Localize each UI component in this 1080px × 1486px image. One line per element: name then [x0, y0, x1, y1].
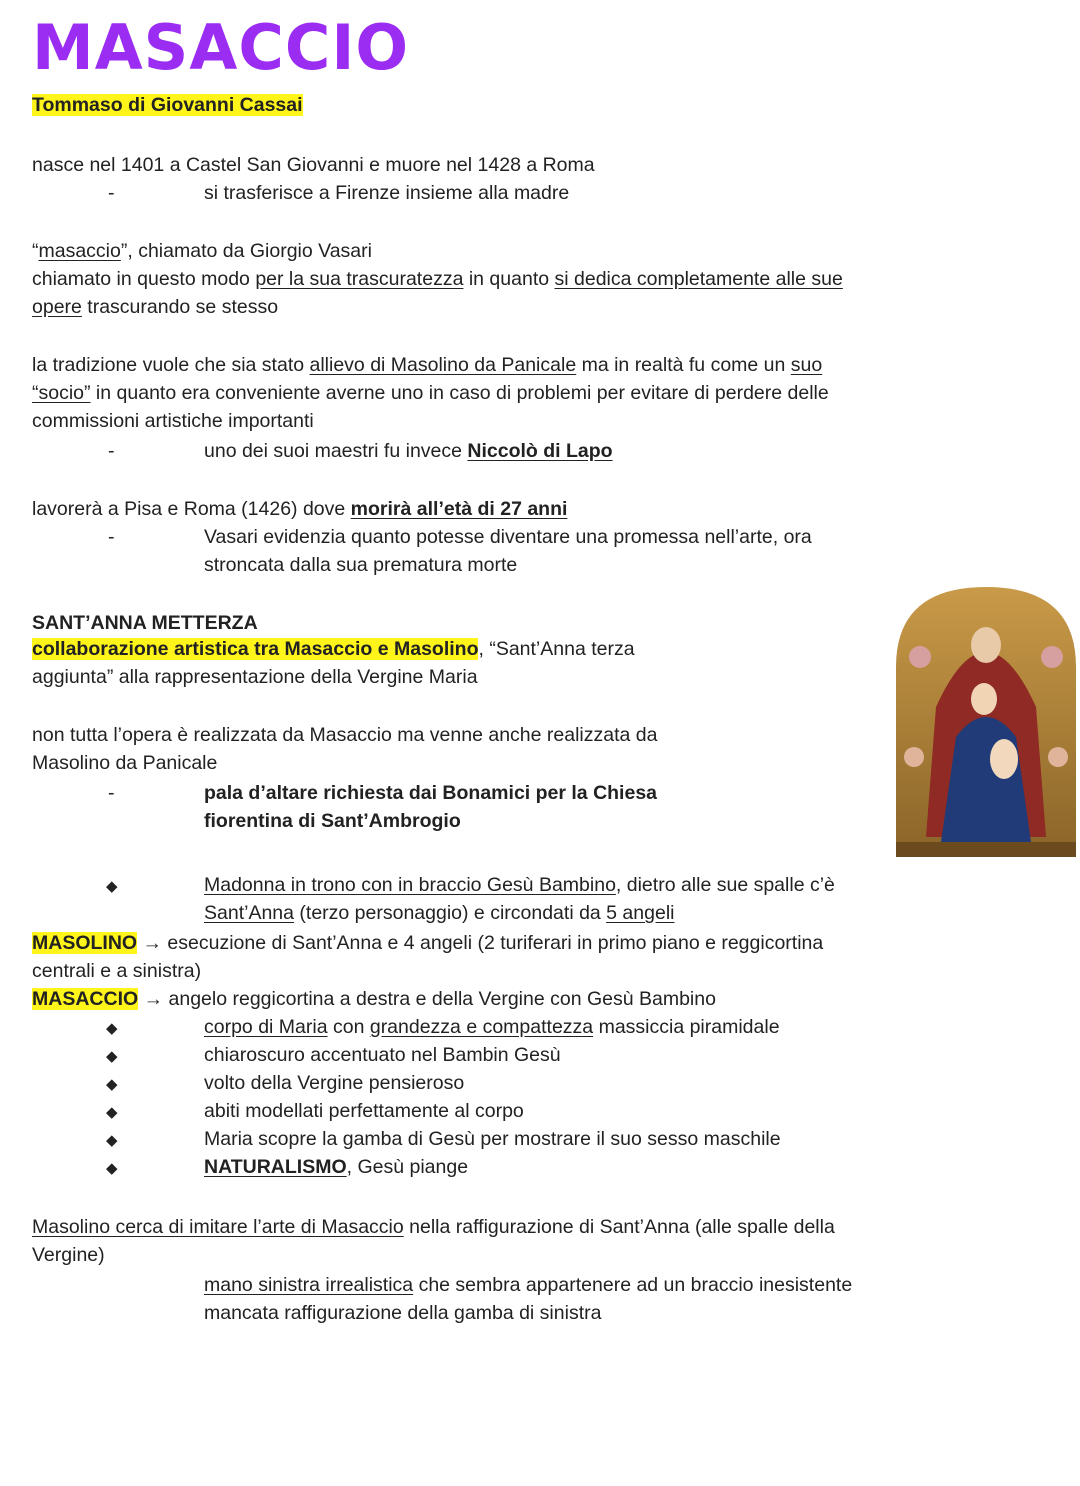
dash-marker: - [108, 782, 115, 804]
tradition-line-2 [32, 380, 829, 406]
text-run: massiccia piramidale [593, 1016, 780, 1038]
angel [904, 747, 924, 767]
masolino-line-2: centrali e a sinistra) [32, 960, 202, 982]
description-line-1 [204, 872, 835, 898]
underlined-run: si dedica completamente alle sue [554, 268, 843, 290]
text-run: la tradizione vuole che sia stato [32, 354, 310, 376]
tradition-line-3: commissioni artistiche importanti [32, 410, 314, 432]
pisa-dash-2: stroncata dalla sua prematura morte [204, 554, 518, 576]
masaccio-bullet-5: Maria scopre la gamba di Gesù per mostrare il suo sesso maschile [204, 1128, 781, 1150]
underlined-run: corpo di Maria [204, 1016, 328, 1038]
angel [1041, 646, 1063, 668]
subtitle-highlight: Tommaso di Giovanni Cassai [32, 94, 303, 116]
description-line-2 [204, 900, 674, 926]
masaccio-line [32, 986, 716, 1012]
text-run: chiamato in questo modo [32, 268, 256, 290]
bullet-marker: ◆ [106, 1076, 118, 1093]
nickname-line [32, 238, 372, 264]
page-title: MASACCIO [32, 11, 410, 84]
underlined-run: “socio” [32, 382, 91, 404]
virgin-face [971, 683, 997, 715]
bold-underlined-run: Niccolò di Lapo [467, 440, 613, 462]
text-run: con [327, 1016, 370, 1038]
masaccio-bullet-6 [204, 1154, 468, 1180]
nickname-word: masaccio [38, 240, 121, 262]
nickname-line-2 [32, 266, 843, 292]
highlighted-run: collaborazione artistica tra Masaccio e Masolino [32, 638, 479, 660]
bold-underlined-run: NATURALISMO [204, 1156, 347, 1178]
angel [909, 646, 931, 668]
sant-anna-metterza-painting [896, 587, 1076, 857]
bullet-marker: ◆ [106, 1160, 118, 1177]
masaccio-bullet-1 [204, 1014, 780, 1040]
text-run: , dietro alle sue spalle c’è [615, 874, 835, 896]
closing-item-2: mancata raffigurazione della gamba di sinistra [204, 1302, 602, 1324]
bullet-marker: ◆ [106, 1020, 118, 1037]
tradition-dash [204, 438, 613, 464]
text-run: ma in realtà fu come un [576, 354, 791, 376]
dash-marker: - [108, 440, 115, 462]
dash-marker: - [108, 526, 115, 548]
santanna-p2-line-1: non tutta l’opera è realizzata da Masaccio ma venne anche realizzata da [32, 724, 658, 746]
underlined-run: suo [790, 354, 823, 376]
masolino-line-1 [32, 930, 823, 956]
masaccio-bullet-2: chiaroscuro accentuato nel Bambin Gesù [204, 1044, 561, 1066]
angel [1048, 747, 1068, 767]
nickname-rest: ”, chiamato da Giorgio Vasari [120, 240, 372, 262]
underlined-run: Sant’Anna [204, 902, 294, 924]
pisa-line [32, 496, 567, 522]
quote-open: “ [32, 240, 39, 262]
underlined-run: allievo di Masolino da Panicale [309, 354, 577, 376]
bullet-marker: ◆ [106, 1104, 118, 1121]
masaccio-bullet-3: volto della Vergine pensieroso [204, 1072, 465, 1094]
closing-line-2: Vergine) [32, 1244, 105, 1266]
underlined-run: mano sinistra irrealistica [204, 1274, 414, 1296]
panel-base [896, 842, 1076, 857]
text-run: in quanto era conveniente averne uno in caso di problemi per evitare di perdere delle [90, 382, 829, 404]
text-run: uno dei suoi maestri fu invece [204, 440, 468, 462]
text-run: nella raffigurazione di Sant’Anna (alle spalle della [403, 1216, 835, 1238]
underlined-run: opere [32, 296, 82, 318]
santanna-line-2: aggiunta” alla rappresentazione della Vergine Maria [32, 666, 478, 688]
underlined-run: per la sua trascuratezza [255, 268, 464, 290]
text-run: che sembra appartenere ad un braccio inesistente [413, 1274, 853, 1296]
dash-marker: - [108, 182, 115, 204]
text-run: → angelo reggicortina a destra e della Vergine con Gesù Bambino [138, 988, 716, 1010]
bullet-marker: ◆ [106, 1132, 118, 1149]
subtitle [32, 92, 303, 118]
text-run: , “Sant’Anna terza [478, 638, 635, 660]
santanna-line-1 [32, 636, 635, 662]
santanna-dash-1: pala d’altare richiesta dai Bonamici per la Chiesa [204, 782, 658, 804]
text-run: trascurando se stesso [81, 296, 279, 318]
pisa-dash-1: Vasari evidenzia quanto potesse diventare una promessa nell’arte, ora [204, 526, 812, 548]
tradition-line-1 [32, 352, 822, 378]
masaccio-bullet-4: abiti modellati perfettamente al corpo [204, 1100, 524, 1122]
underlined-run: Madonna in trono con in braccio Gesù Bambino [204, 874, 616, 896]
masaccio-label: MASACCIO [32, 988, 139, 1010]
anna-face [971, 627, 1001, 663]
underlined-run: Masolino cerca di imitare l’arte di Masaccio [32, 1216, 404, 1238]
text-run: in quanto [463, 268, 555, 290]
text-run: → esecuzione di Sant’Anna e 4 angeli (2 turiferari in primo piano e reggicortina [137, 932, 824, 954]
child-figure [990, 739, 1018, 779]
text-run: , Gesù piange [346, 1156, 469, 1178]
nickname-line-3 [32, 294, 278, 320]
bullet-marker: ◆ [106, 878, 118, 895]
bio-line: nasce nel 1401 a Castel San Giovanni e muore nel 1428 a Roma [32, 154, 595, 176]
bold-underlined-run: morirà all’età di 27 anni [350, 498, 568, 520]
santanna-p2-line-2: Masolino da Panicale [32, 752, 218, 774]
masolino-label: MASOLINO [32, 932, 138, 954]
bio-dash: si trasferisce a Firenze insieme alla madre [204, 182, 570, 204]
text-run: (terzo personaggio) e circondati da [294, 902, 607, 924]
closing-item-1 [204, 1272, 852, 1298]
bullet-marker: ◆ [106, 1048, 118, 1065]
santanna-dash-2: fiorentina di Sant’Ambrogio [204, 810, 461, 832]
underlined-run: grandezza e compattezza [369, 1016, 594, 1038]
underlined-run: 5 angeli [606, 902, 675, 924]
text-run: lavorerà a Pisa e Roma (1426) dove [32, 498, 351, 520]
closing-line-1 [32, 1214, 835, 1240]
section-heading: SANT’ANNA METTERZA [32, 612, 258, 634]
